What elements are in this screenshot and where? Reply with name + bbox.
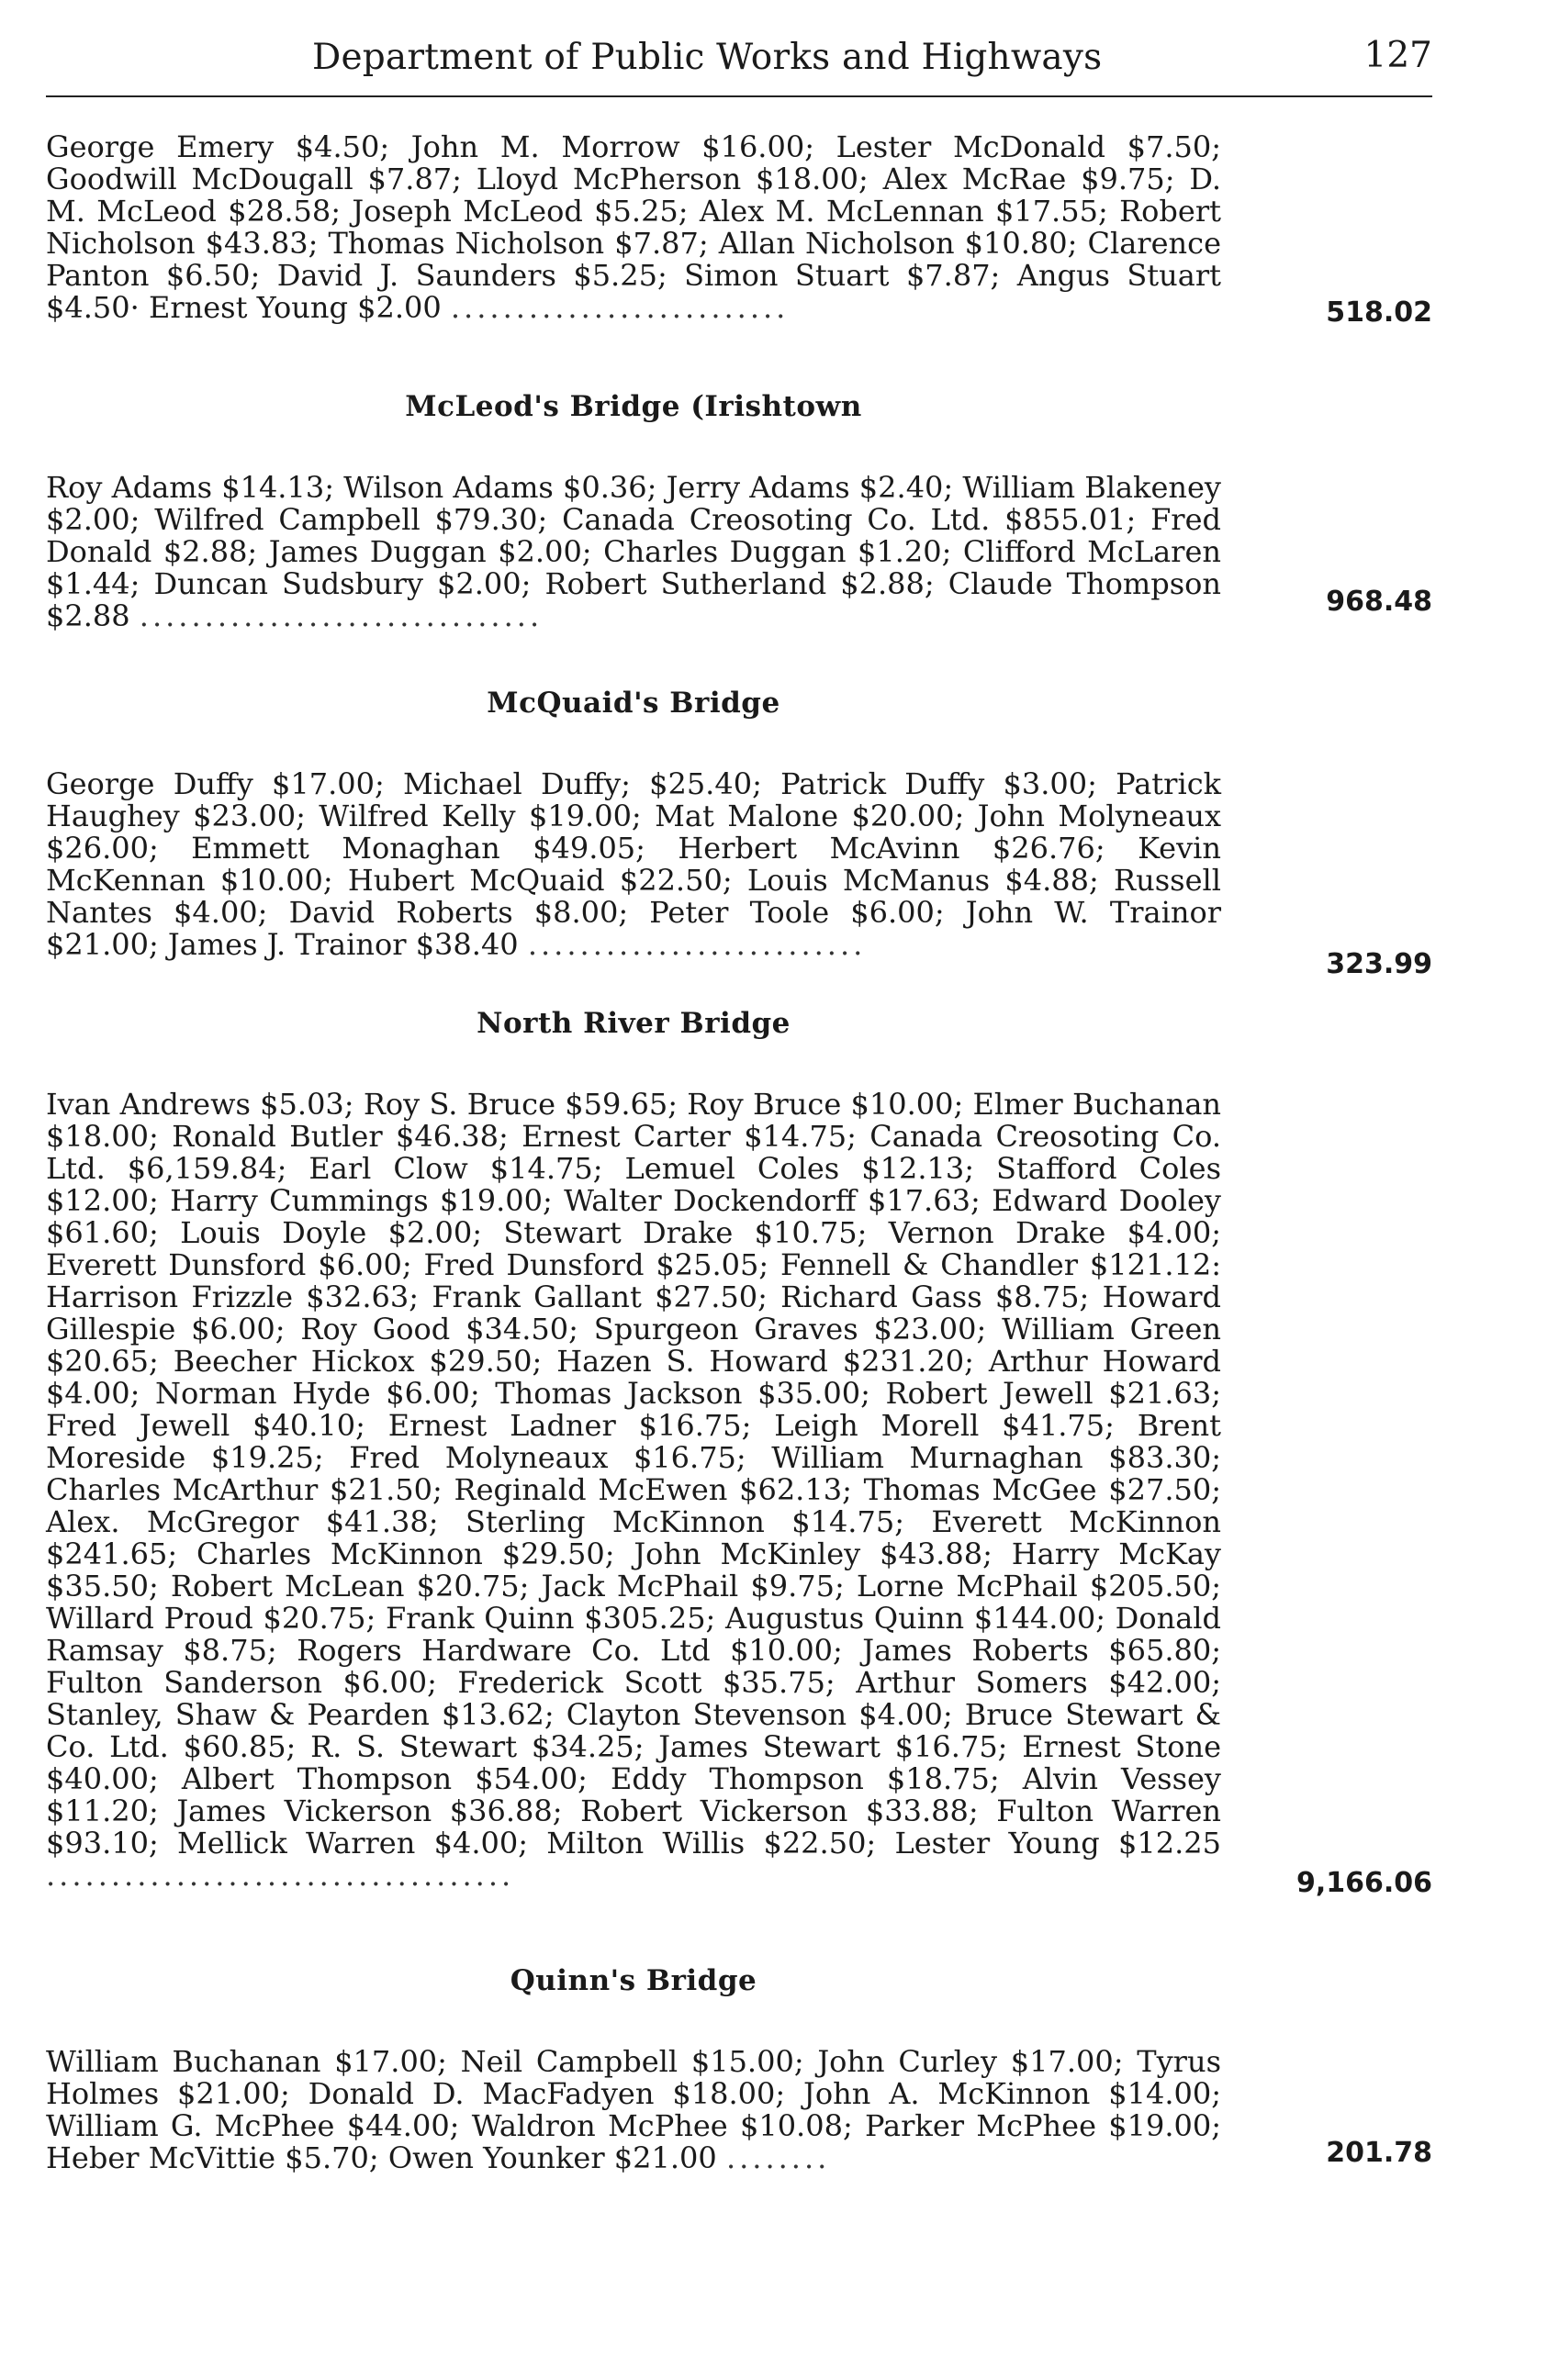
section-north-river-bridge (46, 1007, 1432, 1899)
payee-list (46, 472, 1221, 632)
section-heading: McLeod's Bridge (Irishtown (405, 390, 862, 423)
payee-text: George Emery $4.50; John M. Morrow $16.00; Lester McDonald $7.50; Goodwill McDougall $7.87; Lloyd McPherson $18.00; Alex McRae $9.75; D. M. McLeod $28.58; Joseph McLeod $5.25; Alex M. McLennan $17.55; Robert Nicholson $43.83; Thomas Nicholson $7.87; Allan Nicholson $10.80; Clarence Panton $6.50; David J. Saunders $5.25; Simon Stuart $7.87; Angus Stuart $4.50· Ernest Young $2.00 (46, 129, 1221, 325)
payee-list (46, 1089, 1221, 1892)
header-rule (46, 95, 1432, 97)
section-total: 323.99 (1326, 948, 1432, 980)
section-mcleods-bridge (46, 390, 1432, 632)
dot-leader: ........ (725, 2140, 831, 2175)
payee-text: Ivan Andrews $5.03; Roy S. Bruce $59.65; Roy Bruce $10.00; Elmer Buchanan $18.00; Ronald Butler $46.38; Ernest Carter $14.75; Canada Creosoting Co. Ltd. $6,159.84; Earl Clow $14.75; Lemuel Coles $12.13; Stafford Coles $12.00; Harry Cummings $19.00; Walter Dockendorff $17.63; Edward Dooley $61.60; Louis Doyle $2.00; Stewart Drake $10.75; Vernon Drake $4.00; Everett Dunsford $6.00; Fred Dunsford $25.05; Fennell & Chandler $121.12: Harrison Frizzle $32.63; Frank Gallant $27.50; Richard Gass $8.75; Howard Gillespie $6.00; Roy Good $34.50; Spurgeon Graves $23.00; William Green $20.65; Beecher Hickox $29.50; Hazen S. Howard $231.20; Arthur Howard $4.00; Norman Hyde $6.00; Thomas Jackson $35.00; Robert Jewell $21.63; Fred Jewell $40.10; Ernest Ladner $16.75; Leigh Morell $41.75; Brent Moreside $19.25; Fred Molyneaux $16.75; William Murnaghan $83.30; Charles McArthur $21.50; Reginald McEwen $62.13; Thomas McGee $27.50; Alex. McGregor $41.38; Sterling McKinnon $14.75; Everett McKinnon $241.65; Charles McKinnon $29.50; John McKinley $43.88; Harry McKay $35.50; Robert McLean $20.75; Jack McPhail $9.75; Lorne McPhail $205.50; Willard Proud $20.75; Frank Quinn $305.25; Augustus Quinn $144.00; Donald Ramsay $8.75; Rogers Hardware Co. Ltd $10.00; James Roberts $65.80; Fulton Sanderson $6.00; Frederick Scott $35.75; Arthur Somers $42.00; Stanley, Shaw & Pearden $13.62; Clayton Stevenson $4.00; Bruce Stewart & Co. Ltd. $60.85; R. S. Stewart $34.25; James Stewart $16.75; Ernest Stone $40.00; Albert Thompson $54.00; Eddy Thompson $18.75; Alvin Vessey $11.20; James Vickerson $36.88; Robert Vickerson $33.88; Fulton Warren $93.10; Mellick Warren $4.00; Milton Willis $22.50; Lester Young $12.25 (46, 1087, 1221, 1860)
section-total: 968.48 (1326, 586, 1432, 618)
dot-leader: .......................... (527, 927, 867, 962)
running-head (46, 28, 1432, 92)
section-continued (46, 129, 1432, 329)
section-quinns-bridge (46, 1964, 1432, 2174)
payee-text: William Buchanan $17.00; Neil Campbell $15.00; John Curley $17.00; Tyrus Holmes $21.00; Donald D. MacFadyen $18.00; John A. McKinnon $14.00; William G. McPhee $44.00; Waldron McPhee $10.08; Parker McPhee $19.00; Heber McVittie $5.70; Owen Younker $21.00 (46, 2044, 1221, 2175)
payee-list (46, 2046, 1221, 2174)
section-heading: Quinn's Bridge (510, 1964, 757, 1997)
dot-leader: ............................... (139, 598, 544, 633)
payee-list (46, 768, 1221, 961)
dot-leader: .................................... (46, 1858, 515, 1893)
section-heading: North River Bridge (477, 1007, 791, 1040)
section-total: 9,166.06 (1295, 1867, 1432, 1899)
page-number: 127 (1363, 35, 1432, 76)
section-total: 518.02 (1326, 296, 1432, 329)
section-total: 201.78 (1326, 2137, 1432, 2169)
dot-leader: .......................... (450, 290, 790, 325)
payee-list (46, 131, 1221, 324)
payee-text: Roy Adams $14.13; Wilson Adams $0.36; Jerry Adams $2.40; William Blakeney $2.00; Wilfred Campbell $79.30; Canada Creosoting Co. Ltd. $855.01; Fred Donald $2.88; James Duggan $2.00; Charles Duggan $1.20; Clifford McLaren $1.44; Duncan Sudsbury $2.00; Robert Sutherland $2.88; Claude Thompson $2.88 (46, 470, 1221, 633)
section-heading: McQuaid's Bridge (487, 687, 780, 720)
payee-text: George Duffy $17.00; Michael Duffy; $25.40; Patrick Duffy $3.00; Patrick Haughey $23.00; Wilfred Kelly $19.00; Mat Malone $20.00; John Molyneaux $26.00; Emmett Monaghan $49.05; Herbert McAvinn $26.76; Kevin McKennan $10.00; Hubert McQuaid $22.50; Louis McManus $4.88; Russell Nantes $4.00; David Roberts $8.00; Peter Toole $6.00; John W. Trainor $21.00; James J. Trainor $38.40 (46, 766, 1221, 962)
page-title: Department of Public Works and Highways (312, 37, 1103, 78)
section-mcquaids-bridge (46, 687, 1432, 980)
